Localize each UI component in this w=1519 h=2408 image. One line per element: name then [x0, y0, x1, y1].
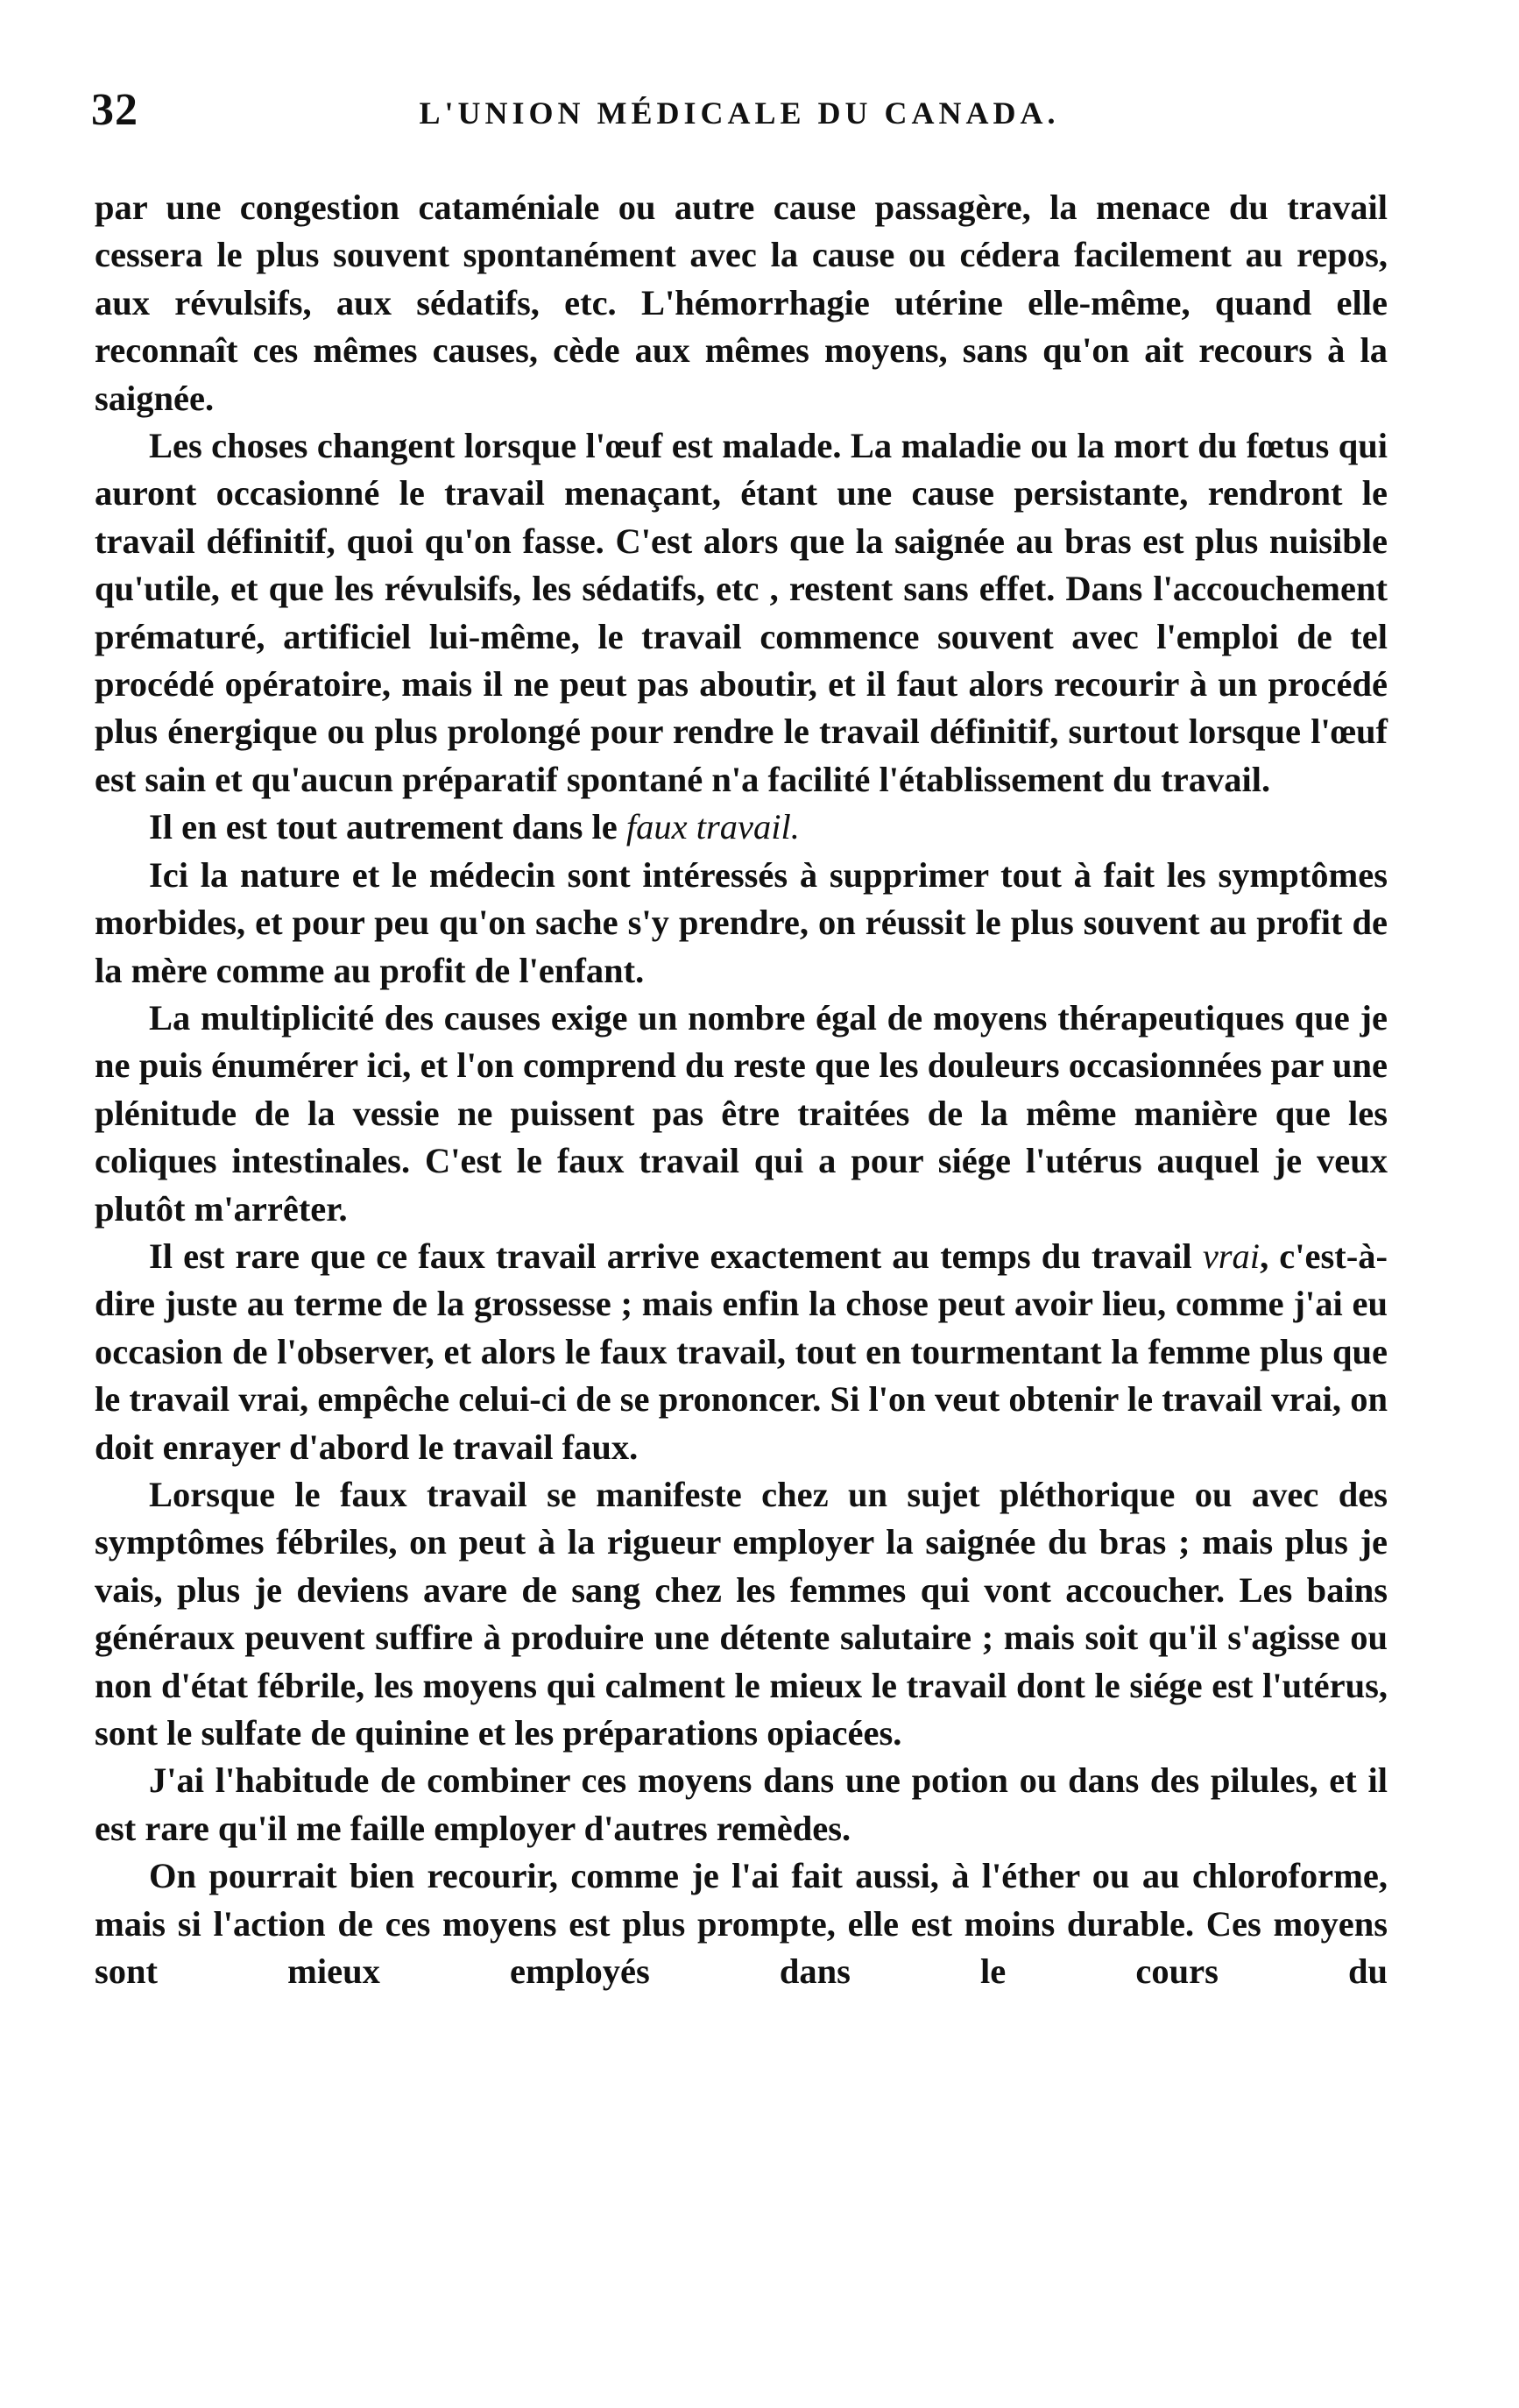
page-number: 32 — [91, 85, 138, 135]
paragraph-1: par une congestion cataméniale ou autre cause passagère, la menace du travail cessera le plus souvent spontanément avec la cause ou cédera facilement au repos, aux révulsifs, aux sédatifs, etc. L'hémorrhagie utérine elle-même, quand elle reconnaît ces mêmes causes, cède aux mêmes moyens, sans qu'on ait recours à la saignée. — [95, 188, 1388, 418]
paragraph-3: Il en est tout autrement dans le faux travail. — [149, 807, 800, 847]
paragraph-2: Les choses changent lorsque l'œuf est malade. La maladie ou la mort du fœtus qui auront occasionné le travail menaçant, étant une cause persistante, rendront le travail définitif, quoi qu'on fasse. C'est alors que la saignée au bras est plus nuisible qu'utile, et que les révulsifs, les sédatifs, etc , restent sans effet. Dans l'accouchement prématuré, artificiel lui-même, le travail commence souvent avec l'emploi de tel procédé opératoire, mais il ne peut pas aboutir, et il faut alors recourir à un procédé plus énergique ou plus prolongé pour rendre le travail définitif, surtout lorsque l'œuf est sain et qu'aucun préparatif spontané n'a facilité l'établissement du travail. — [95, 426, 1388, 799]
paragraph-9: On pourrait bien recourir, comme je l'ai fait aussi, à l'éther ou au chloroforme, mais si l'action de ces moyens est plus prompte, elle est moins durable. Ces moyens sont mieux employés dans le cours du — [95, 1856, 1388, 1992]
paragraph-5: La multiplicité des causes exige un nombre égal de moyens thérapeutiques que je ne puis énumérer ici, et l'on comprend du reste que les douleurs occasionnées par une plénitude de la vessie ne puissent pas être traitées de la même manière que les coliques intestinales. C'est le faux travail qui a pour siége l'utérus auquel je veux plutôt m'arrêter. — [95, 997, 1388, 1229]
paragraph-8: J'ai l'habitude de combiner ces moyens dans une potion ou dans des pilules, et il est rare qu'il me faille employer d'autres remèdes. — [95, 1760, 1388, 1848]
italic-faux-travail: faux travail. — [625, 807, 800, 847]
body-text — [95, 184, 1388, 1995]
journal-title: L'UNION MÉDICALE DU CANADA. — [419, 96, 1060, 131]
paragraph-4: Ici la nature et le médecin sont intéressés à supprimer tout à fait les symptômes morbides, et pour peu qu'on sache s'y prendre, on réussit le plus souvent au profit de la mère comme au profit de l'enfant. — [95, 854, 1388, 990]
paragraph-7: Lorsque le faux travail se manifeste chez un sujet pléthorique ou avec des symptômes fébriles, on peut à la rigueur employer la saignée du bras ; mais plus je vais, plus je deviens avare de sang chez les femmes qui vont accoucher. Les bains généraux peuvent suffire à produire une détente salutaire ; mais soit qu'il s'agisse ou non d'état fébrile, les moyens qui calment le mieux le travail dont le siége est l'utérus, sont le sulfate de quinine et les préparations opiacées. — [95, 1474, 1388, 1753]
running-head — [91, 84, 1388, 145]
paragraph-6: Il est rare que ce faux travail arrive exactement au temps du travail vrai, c'est-à-dire juste au terme de la grossesse ; mais enfin la chose peut avoir lieu, comme j'ai eu occasion de l'observer, et alors le faux travail, tout en tourmentant la femme plus que le travail vrai, empêche celui-ci de se prononcer. Si l'on veut obtenir le travail vrai, on doit enrayer d'abord le travail faux. — [95, 1236, 1388, 1467]
italic-vrai: vrai — [1202, 1236, 1261, 1276]
